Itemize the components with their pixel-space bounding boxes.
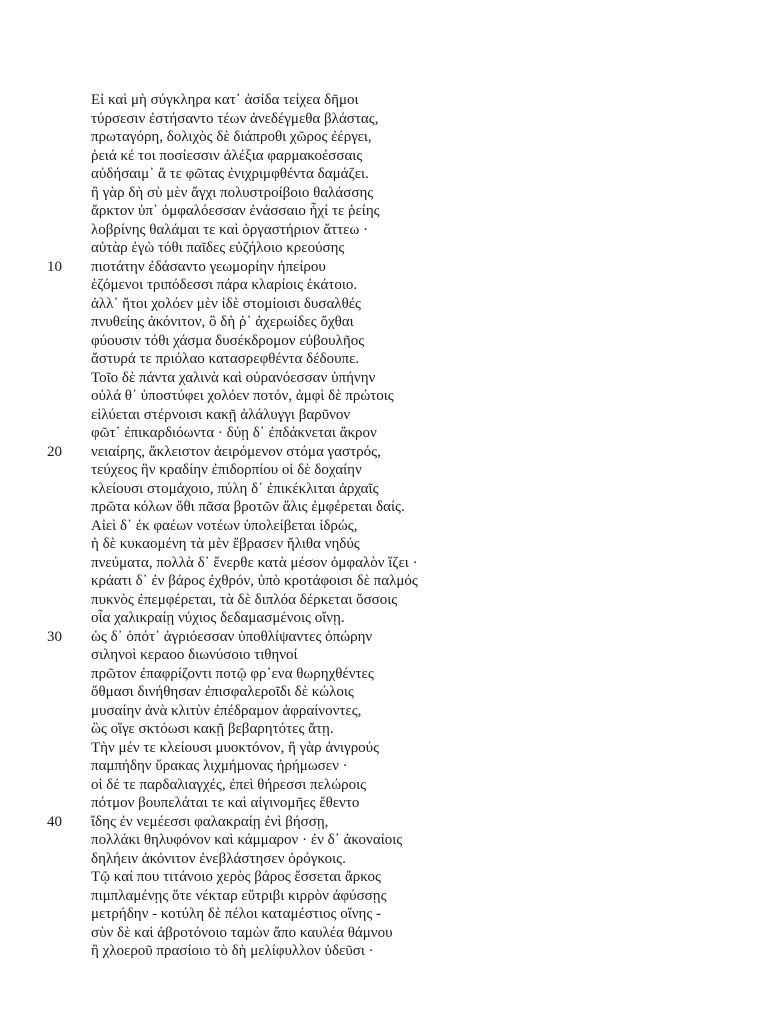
poem-line <box>0 387 768 406</box>
line-text: δηλήειν ἀκόνιτον ἐνεβλάστησεν ὀρόγκοις. <box>91 850 346 867</box>
line-text: πρῶτα κόλων ὅθι πᾶσα βροτῶν ἅλις ἐμφέρεται δαίς. <box>91 499 405 515</box>
line-text: Αἰεὶ δ᾽ ἐκ φαέων νοτέων ὑπολείβεται ἱδρώς, <box>91 517 358 534</box>
line-text: ἡ δὲ κυκαομένη τὰ μὲν ἔβρασεν ἤλιθα νηδύς <box>91 536 360 552</box>
line-text: τύρσεσιν ἐστήσαντο τέων ἀνεδέγμεθα βλάστας, <box>91 110 379 127</box>
line-text: ὄθμασι δινήθησαν ἐπισφαλεροῖδι δὲ κώλοις <box>91 684 354 700</box>
poem-line <box>0 739 768 758</box>
line-text: ὡς δ᾽ ὁπότ᾽ ἀγριόεσσαν ὑποθλίψαντες ὀπώρην <box>91 628 373 645</box>
poem-line <box>0 480 768 499</box>
poem-line <box>0 517 768 536</box>
poem-line <box>0 221 768 240</box>
line-text: Εἰ καὶ μὴ σύγκληρα κατ᾽ ἀσίδα τείχεα δῆμοι <box>91 92 359 108</box>
line-text: οὐλά θ᾽ ὑποστύφει χολόεν ποτόν, ἀμφὶ δὲ πρώτοις <box>91 388 394 404</box>
line-text: αὐδήσαιμ᾽ ἅ τε φῶτας ἐνιχριμφθέντα δαμάζει. <box>91 166 369 182</box>
poem-line <box>0 609 768 628</box>
poem-line <box>0 184 768 203</box>
line-number: 30 <box>47 628 62 645</box>
line-text: πνυθείης ἀκόνιτον, ὃ δὴ ῥ᾽ ἀχερωίδες ὄχθαι <box>91 314 354 330</box>
line-text: εἰλύεται στέρνοισι κακῇ ἀλάλυγγι βαρῦνον <box>91 406 351 423</box>
line-text: πυκνὸς ἐπεμφέρεται, τὰ δὲ διπλόα δέρκεται ὄσσοις <box>91 591 398 608</box>
poem-line <box>0 91 768 110</box>
line-text: ῥειά κέ τοι ποσίεσσιν ἀλέξια φαρμακοέσσαις <box>91 147 363 164</box>
poem-line <box>0 683 768 702</box>
line-text: ἀλλ᾽ ἤτοι χολόεν μὲν ἰδὲ στομίοισι δυσαλθές <box>91 295 361 312</box>
poem-line <box>0 850 768 869</box>
line-text: σιληνοὶ κεραοο διωνύσοιο τιθηνοί <box>91 647 298 663</box>
line-text: μυσαίην ἀνὰ κλιτὺν ἐπέδραμον ἀφραίνοντες, <box>91 702 362 719</box>
poem-line <box>0 239 768 258</box>
poem-line <box>0 332 768 351</box>
poem-line <box>0 461 768 480</box>
line-text: παμπήδην ὕρακας λιχμήμονας ἠρήμωσεν · <box>91 758 348 774</box>
poem-line <box>0 905 768 924</box>
line-text: πρῶτον ἐπαφρίζοντι ποτῷ φρ᾽ενα θωρηχθέντες <box>91 665 374 682</box>
line-text: κράατι δ᾽ ἐν βάρος ἐχθρόν, ὑπὸ κροτάφοισι δὲ παλμός <box>91 573 418 589</box>
line-text: ἢ χλοεροῦ πρασίοιο τὸ δὴ μελίφυλλον ὑδεῦσι · <box>91 943 374 959</box>
poem-line <box>0 350 768 369</box>
line-text: οἷα χαλικραίῃ νύχιος δεδαμασμένοις οἴνῃ. <box>91 610 345 626</box>
poem-line <box>0 535 768 554</box>
poem-line <box>0 628 768 647</box>
poem-line <box>0 110 768 129</box>
poem-line <box>0 369 768 388</box>
line-number: 20 <box>47 443 62 460</box>
poem-line <box>0 406 768 425</box>
line-number: 10 <box>47 258 62 275</box>
line-text: φύουσιν τόθι χάσμα δυσέκδρομον εὐβουλῆος <box>91 332 365 349</box>
poem-line <box>0 924 768 943</box>
line-text: λοβρίνης θαλάμαι τε καὶ ὀργαστήριον ἄττεω · <box>91 221 369 238</box>
poem-line <box>0 720 768 739</box>
poem-line <box>0 757 768 776</box>
poem-line <box>0 202 768 221</box>
poem-line <box>0 702 768 721</box>
poem-line <box>0 276 768 295</box>
poem-line <box>0 313 768 332</box>
line-text: ἄστυρά τε πριόλαο κατασρεφθέντα δέδουπε. <box>91 351 360 367</box>
poem-line <box>0 424 768 443</box>
line-text: πολλάκι θηλυφόνον καὶ κάμμαρον · ἐν δ᾽ ἀκοναίοις <box>91 832 403 848</box>
line-text: μετρήδην - κοτύλη δὲ πέλοι καταμέστιος οἴνης - <box>91 906 382 922</box>
poem-line <box>0 646 768 665</box>
line-number: 40 <box>47 813 62 830</box>
poem-line <box>0 295 768 314</box>
poem-line <box>0 128 768 147</box>
line-text: πιοτάτην ἐδάσαντο γεωμορίην ἠπείρου <box>91 258 326 275</box>
poem-line <box>0 794 768 813</box>
poem-line <box>0 887 768 906</box>
poem-line <box>0 572 768 591</box>
line-text: οἱ δέ τε παρδαλιαγχές, ἐπεὶ θήρεσσι πελώροις <box>91 776 367 793</box>
poem-line <box>0 776 768 795</box>
line-text: Τοῖο δὲ πάντα χαλινὰ καὶ οὐρανόεσσαν ὑπήνην <box>91 369 376 386</box>
poem-line <box>0 258 768 277</box>
line-text: σὺν δὲ καὶ ἀβροτόνοιο ταμὼν ἄπο καυλέα θάμνου <box>91 924 393 941</box>
poem-line <box>0 165 768 184</box>
poem-line <box>0 443 768 462</box>
poem-line <box>0 147 768 166</box>
line-text: αὐτὰρ ἐγὼ τόθι παῖδες εὐζήλοιο κρεούσης <box>91 240 345 256</box>
line-text: νειαίρης, ἄκλειστον ἀειρόμενον στόμα γαστρός, <box>91 443 381 460</box>
line-text: κλείουσι στομάχοιο, πύλη δ᾽ ἐπικέκλιται ἀρχαῖς <box>91 480 379 497</box>
line-text: ἄρκτον ὑπ᾽ ὀμφαλόεσσαν ἐνάσσαιο ἧχί τε ῥείης <box>91 203 380 219</box>
poem-line <box>0 554 768 573</box>
line-text: ἴδης ἐν νεμέεσσι φαλακραίῃ ἐνὶ βήσσῃ, <box>91 813 329 830</box>
line-text: πνεύματα, πολλὰ δ᾽ ἔνερθε κατὰ μέσον ὀμφαλὸν ἵζει · <box>91 554 418 571</box>
line-text: ἑζόμενοι τριπόδεσσι πάρα κλαρίοις ἑκάτοιο. <box>91 277 358 293</box>
line-text: ἢ γὰρ δὴ σὺ μὲν ἄγχι πολυστροίβοιο θαλάσσης <box>91 184 374 201</box>
line-text: Τῷ καί που τιτάνοιο χερὸς βάρος ἔσσεται ἄρκος <box>91 869 381 885</box>
line-text: πιμπλαμένῃς ὅτε νέκταρ εὔτριβι κιρρὸν ἀφύσσῃς <box>91 887 387 904</box>
poem-text <box>0 91 768 961</box>
line-text: τεύχεος ἣν κραδίην ἐπιδορπίου οἱ δὲ δοχαίην <box>91 462 362 478</box>
line-text: πρωταγόρη, δολιχὸς δὲ διάπροθι χῶρος ἐέργει, <box>91 129 372 145</box>
poem-line <box>0 942 768 961</box>
poem-line <box>0 498 768 517</box>
poem-line <box>0 831 768 850</box>
poem-line <box>0 813 768 832</box>
line-text: Τὴν μέν τε κλείουσι μυοκτόνον, ἣ γὰρ ἀνιγρούς <box>91 739 380 756</box>
line-text: ὣς οἵγε σκτόωσι κακῇ βεβαρητότες ἄτῃ. <box>91 721 334 737</box>
poem-line <box>0 868 768 887</box>
line-text: πότμον βουπελάται τε καὶ αἰγινομῆες ἔθεντο <box>91 795 360 811</box>
poem-line <box>0 665 768 684</box>
poem-line <box>0 591 768 610</box>
line-text: φῶτ᾽ ἐπικαρδιόωντα · δύῃ δ᾽ ἐπδάκνεται ἄκρον <box>91 425 377 441</box>
